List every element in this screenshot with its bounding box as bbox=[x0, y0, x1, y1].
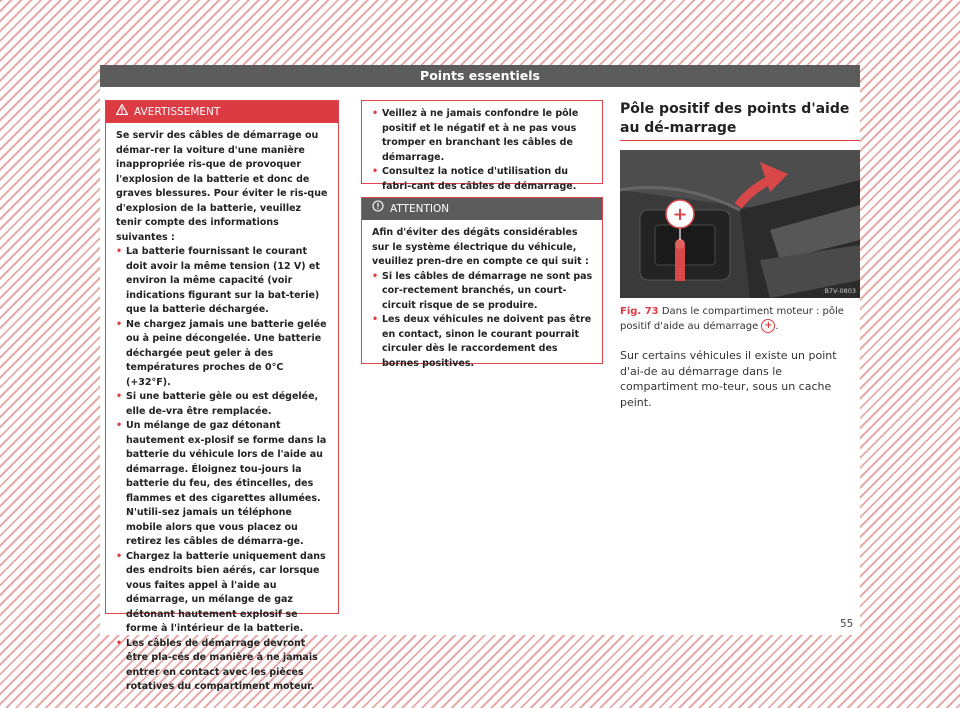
warning-bullet: • Si une batterie gèle ou est dégelée, elle de-vra être remplacée. bbox=[116, 391, 319, 417]
page-header: Points essentiels bbox=[100, 65, 860, 87]
warning-body bbox=[106, 123, 338, 701]
svg-text:+: + bbox=[672, 204, 688, 225]
section-body: Sur certains véhicules il existe un point d'ai-de au démarrage dans le compartiment mo-teur, sous un cache peint. bbox=[620, 349, 837, 409]
attention-bullet: • Si les câbles de démarrage ne sont pas cor-rectement branchés, un court-circuit risque de se produire. bbox=[372, 270, 593, 311]
title-divider bbox=[620, 140, 860, 141]
warning-bullet: • Consultez la notice d'utilisation du fabri-cant des câbles de démarrage. bbox=[372, 166, 577, 192]
figure-code: B7V-0803 bbox=[824, 287, 856, 295]
engine-illustration bbox=[620, 150, 860, 298]
figure-caption: Fig. 73 Dans le compartiment moteur : pôle positif d'aide au démarrage + . bbox=[620, 306, 844, 332]
warning-bullet: • La batterie fournissant le courant doit avoir la même tension (12 V) et environ la même capacité (voir indications figurant sur la bat-terie) que la batterie déchargée. bbox=[116, 246, 320, 315]
warning-header bbox=[106, 101, 338, 123]
warning-bullet: • Les câbles de démarrage devront être pla-cés de manière à ne jamais entrer en contact avec les pièces rotatives du compartiment moteur. bbox=[116, 637, 318, 692]
warning-continued-body bbox=[362, 101, 602, 200]
figure-label: Fig. 73 bbox=[620, 306, 659, 317]
warning-bullet: • Chargez la batterie uniquement dans des endroits bien aérés, car lorsque vous faites appel à l'aide au démarrage, un mélange de gaz détonant hautement explosif se forme à l'intérieur de la batterie. bbox=[116, 550, 326, 634]
warning-box bbox=[105, 100, 339, 692]
warning-bullet: • Ne chargez jamais une batterie gelée ou à peine décongelée. Une batterie déchargée peut geler à des températures proches de 0°C (+32°F). bbox=[116, 318, 327, 388]
warning-continued-box bbox=[361, 100, 603, 192]
attention-intro: Afin d'éviter des dégâts considérables sur le système électrique du véhicule, veuillez pren-dre en compte ce qui suit : bbox=[372, 227, 589, 267]
warning-heading: AVERTISSEMENT bbox=[134, 106, 221, 118]
engine-compartment-figure bbox=[620, 150, 860, 298]
warning-triangle-icon bbox=[116, 101, 128, 123]
attention-body bbox=[362, 220, 602, 377]
plus-pole-icon: + bbox=[761, 319, 775, 333]
attention-header bbox=[362, 198, 602, 220]
attention-box bbox=[361, 197, 603, 369]
warning-intro: Se servir des câbles de démarrage ou démar-rer la voiture d'une manière inappropriée ris-que de provoquer l'explosion de la batterie et donc de graves blessures. Pour éviter le ris-que d'explosion de la batterie, veuillez tenir compte des informations suivantes : bbox=[116, 130, 328, 243]
section-title: Pôle positif des points d'aide au dé-marrage bbox=[620, 101, 850, 136]
warning-bullet: • Veillez à ne jamais confondre le pôle positif et le négatif et à ne pas vous tromper en branchant les câbles de démarrage. bbox=[372, 108, 579, 163]
warning-bullet: • Un mélange de gaz détonant hautement ex-plosif se forme dans la batterie du véhicule lors de l'aide au démarrage. Éloignez tou-jours la batterie du feu, des étincelles, des flammes et des cigarettes allumées. N'utili-sez jamais un téléphone mobile alors que vous placez ou retirez les câbles de démarra-ge. bbox=[116, 420, 327, 547]
caption-text: Dans le compartiment moteur : pôle positif d'aide au démarrage bbox=[620, 306, 844, 332]
info-circle-icon bbox=[372, 198, 384, 220]
page-number: 55 bbox=[840, 618, 854, 630]
attention-heading: ATTENTION bbox=[390, 203, 450, 215]
attention-bullet: • Les deux véhicules ne doivent pas être en contact, sinon le courant pourrait circuler dès le raccordement des bornes positives. bbox=[372, 314, 592, 369]
